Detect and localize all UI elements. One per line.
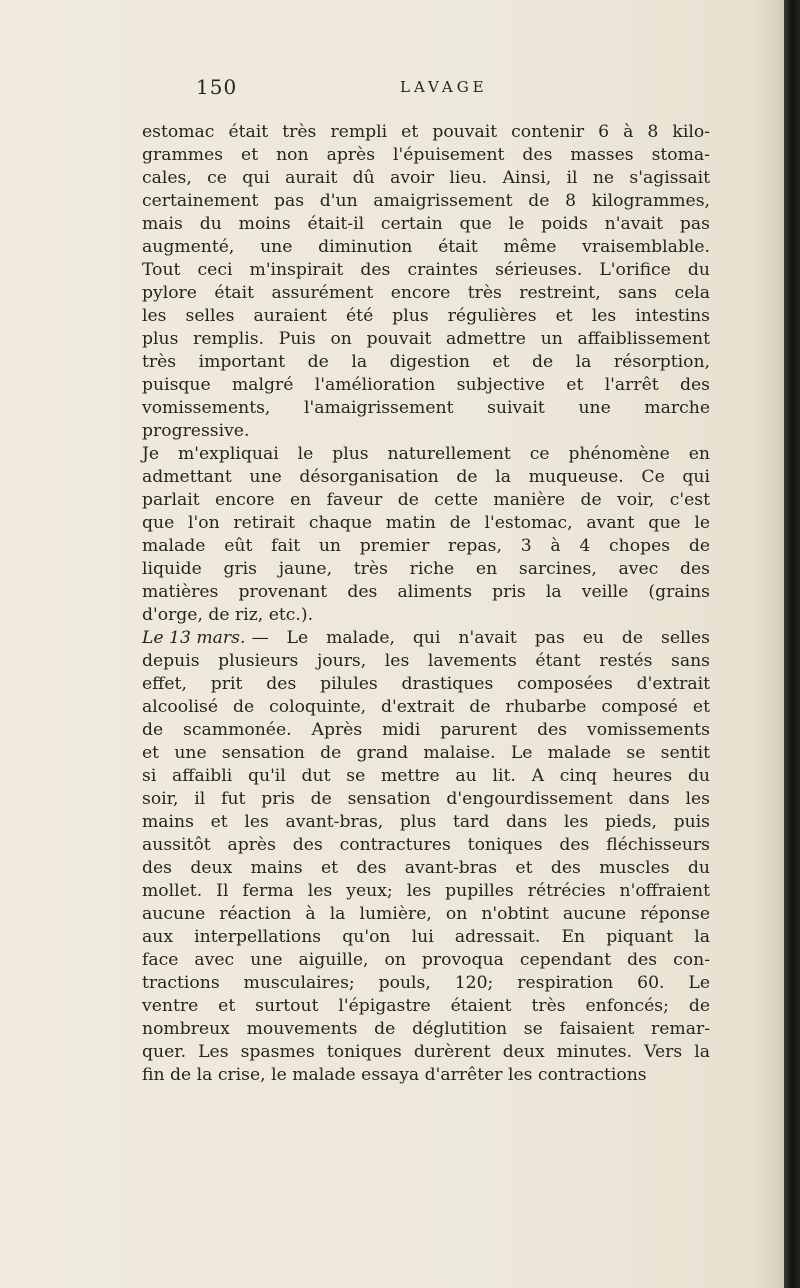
page-header	[196, 75, 526, 101]
text-line: ventre et surtout l'épigastre étaient très enfoncés; de	[142, 996, 710, 1016]
text-line: admettant une désorganisation de la muqueuse. Ce qui	[142, 467, 710, 487]
text-line: aucune réaction à la lumière, on n'obtint aucune réponse	[142, 904, 710, 924]
body-text	[142, 121, 710, 1087]
text-line: vomissements, l'amaigrissement suivait une marche	[142, 398, 710, 418]
text-line: aux interpellations qu'on lui adressait. En piquant la	[142, 927, 710, 947]
date-label: Le 13 mars.	[142, 628, 246, 648]
text-line: face avec une aiguille, on provoqua cependant des con-	[142, 950, 710, 970]
text-line: d'orge, de riz, etc.).	[142, 605, 314, 625]
text-line: Je m'expliquai le plus naturellement ce phénomène en	[142, 444, 710, 464]
text-line: fin de la crise, le malade essaya d'arrêter les contractions	[142, 1065, 647, 1085]
text-line: augmenté, une diminution était même vraisemblable.	[142, 237, 710, 257]
text-line: que l'on retirait chaque matin de l'estomac, avant que le	[142, 513, 710, 533]
text-line: aussitôt après des contractures toniques des fléchisseurs	[142, 835, 710, 855]
text-line: grammes et non après l'épuisement des masses stoma-	[142, 145, 710, 165]
date-entry-line	[142, 627, 710, 650]
text-line: très important de la digestion et de la résorption,	[142, 352, 710, 372]
text-line: depuis plusieurs jours, les lavements étant restés sans	[142, 651, 710, 671]
text-line: tractions musculaires; pouls, 120; respiration 60. Le	[142, 973, 710, 993]
text-line: des deux mains et des avant-bras et des muscles du	[142, 858, 710, 878]
text-line: nombreux mouvements de déglutition se faisaient remar-	[142, 1019, 710, 1039]
text-line: effet, prit des pilules drastiques composées d'extrait	[142, 674, 710, 694]
text-line: matières provenant des aliments pris la veille (grains	[142, 582, 710, 602]
text-line: malade eût fait un premier repas, 3 à 4 chopes de	[142, 536, 710, 556]
text-line: les selles auraient été plus régulières et les intestins	[142, 306, 710, 326]
text-line: plus remplis. Puis on pouvait admettre un affaiblissement	[142, 329, 710, 349]
text-line: certainement pas d'un amaigrissement de 8 kilogrammes,	[142, 191, 710, 211]
text-line: puisque malgré l'amélioration subjective et l'arrêt des	[142, 375, 710, 395]
text-line: liquide gris jaune, très riche en sarcines, avec des	[142, 559, 710, 579]
text-line: mais du moins était-il certain que le poids n'avait pas	[142, 214, 710, 234]
running-title: LAVAGE	[400, 78, 488, 96]
text-line: soir, il fut pris de sensation d'engourdissement dans les	[142, 789, 710, 809]
text-line: mollet. Il ferma les yeux; les pupilles rétrécies n'offraient	[142, 881, 710, 901]
page-number: 150	[196, 75, 238, 99]
text-line: mains et les avant-bras, plus tard dans les pieds, puis	[142, 812, 710, 832]
text-line: de scammonée. Après midi parurent des vomissements	[142, 720, 710, 740]
text-line: si affaibli qu'il dut se mettre au lit. A cinq heures du	[142, 766, 710, 786]
text-line: progressive.	[142, 421, 250, 441]
text-line: et une sensation de grand malaise. Le malade se sentit	[142, 743, 710, 763]
text-line: parlait encore en faveur de cette manière de voir, c'est	[142, 490, 710, 510]
date-entry-text: — Le malade, qui n'avait pas eu de selles	[251, 628, 710, 648]
book-spine-edge	[784, 0, 800, 1288]
text-line: quer. Les spasmes toniques durèrent deux minutes. Vers la	[142, 1042, 710, 1062]
text-line: Tout ceci m'inspirait des craintes sérieuses. L'orifice du	[142, 260, 710, 280]
text-line: estomac était très rempli et pouvait contenir 6 à 8 kilo-	[142, 122, 710, 142]
text-line: cales, ce qui aurait dû avoir lieu. Ainsi, il ne s'agissait	[142, 168, 710, 188]
text-line: pylore était assurément encore très restreint, sans cela	[142, 283, 710, 303]
text-line: alcoolisé de coloquinte, d'extrait de rhubarbe composé et	[142, 697, 710, 717]
